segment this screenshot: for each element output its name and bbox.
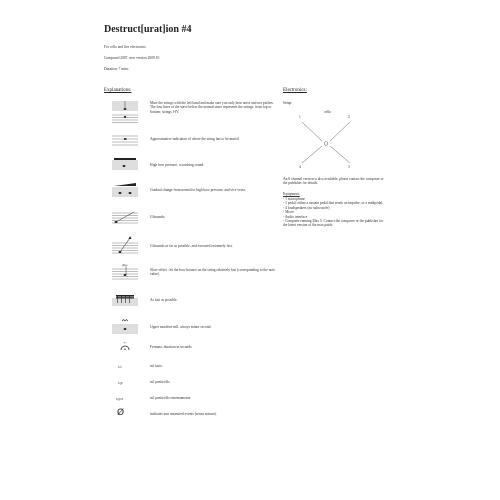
subtitle: For cello and live electronics xyxy=(104,45,146,49)
mute-position-symbol xyxy=(112,134,138,146)
sul-ponticello-estremamente-abbrev: s.p.e xyxy=(116,396,124,401)
explanation-text: Glissando as far as possible, and executed extremely fast. xyxy=(150,244,233,248)
explanation-text: Gradual change from normal to high bow pressure, and vice versa. xyxy=(150,188,246,192)
equipment-list xyxy=(283,197,388,228)
explanation-text: Slow-offset : let the bow bounce on the string relatively fast (corresponding to the note value). xyxy=(150,268,275,277)
gradual-pressure-symbol xyxy=(112,182,138,200)
speaker-label-2: 2 xyxy=(348,115,350,119)
explanation-text: As fast as possible. xyxy=(150,298,178,302)
explanation-text: Fermata, duration in seconds. xyxy=(150,345,193,349)
eight-channel-note: An 8 channel version is also available, please contact the composer or the publisher for details. xyxy=(283,177,384,186)
explanations-heading: Explanations: xyxy=(104,88,132,93)
explanation-text: sul ponticello estremamente. xyxy=(150,396,192,400)
equipment-item: - 1 microphone xyxy=(283,197,305,201)
fermata-duration: 7" xyxy=(123,341,127,345)
equipment-item: - Audio interface xyxy=(283,214,308,219)
explanation-text: Glissando. xyxy=(150,215,166,219)
as-fast-as-possible-symbol xyxy=(112,294,138,308)
fast-glissando-symbol xyxy=(112,234,138,256)
electronics-heading: Electronics: xyxy=(283,88,307,93)
setup-label: Setup: xyxy=(283,101,293,105)
fermata-symbol xyxy=(112,340,138,354)
high-bow-pressure-symbol xyxy=(112,157,138,171)
explanation-text: Mute the strings with the left hand and make sure you only hear noise and not pitches. The four lines of the stave below the normal stave represents the strings: from top to bottom: strings I-IV. xyxy=(150,101,274,114)
muted-strings-symbol xyxy=(112,100,138,124)
equipment-item: - 4 loudspeakers (no subwoofer) xyxy=(283,205,330,210)
equipment-item: - Computer running Max 5. Contact the composer or the publisher for the latest version of the max patch. xyxy=(283,219,384,228)
mordent-trill-symbol xyxy=(112,318,138,334)
explanation-text: High bow pressure, scratching sound. xyxy=(150,163,205,167)
equipment-item: - 1 pedal: either a sustain pedal that sends on impulse, or a midipedal. xyxy=(283,201,384,206)
glissando-symbol xyxy=(112,208,138,226)
sul-tasto-abbrev: s.t xyxy=(118,364,122,369)
duration: Duration: 7 mins xyxy=(104,67,129,71)
explanation-text: Approximative indication of where the string has to be muted. xyxy=(150,137,240,141)
document-title: Destruct[urat]ion #4 xyxy=(104,24,192,35)
equipment-item: - Mixer xyxy=(283,210,294,215)
bounce-bow-symbol xyxy=(112,263,138,281)
speaker-label-1: 1 xyxy=(299,115,301,119)
sul-ponticello-abbrev: s.p xyxy=(118,380,123,385)
cello-label: cello xyxy=(324,110,331,114)
explanation-text: indicates non measured events (senza misura). xyxy=(150,412,217,416)
explanation-text: sul ponticello. xyxy=(150,380,171,384)
svg-text:gliss: gliss xyxy=(122,263,128,267)
equipment-label: Equipment: xyxy=(283,192,300,196)
composed-date: Composed 2007, new version 2009.10 xyxy=(104,56,160,60)
senza-misura-icon: Ø xyxy=(117,408,125,418)
speaker-label-4: 4 xyxy=(299,165,301,169)
speaker-label-3: 3 xyxy=(348,165,350,169)
explanation-text: sul tasto. xyxy=(150,364,163,368)
explanation-text: Upper mordent-trill, always minor second. xyxy=(150,325,212,329)
